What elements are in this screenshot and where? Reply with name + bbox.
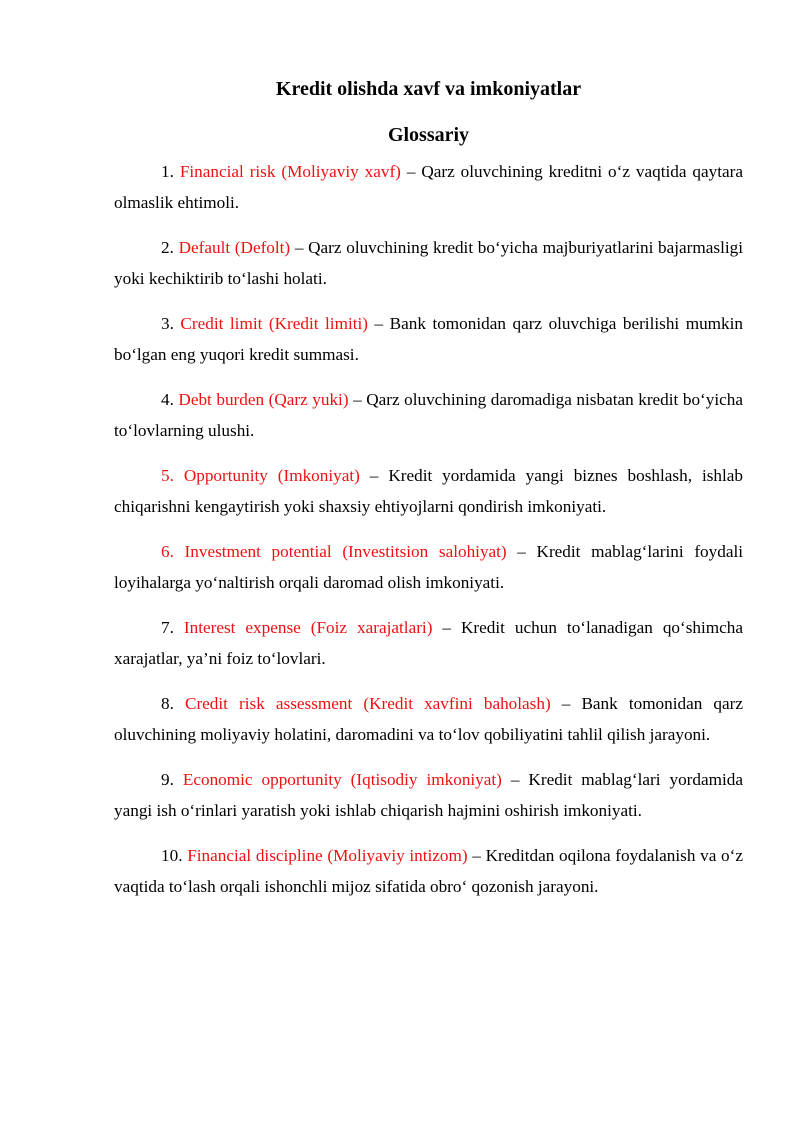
glossary-entry-8 — [114, 688, 743, 750]
entry-term: 6. Investment potential (Investitsion salohiyat) — [161, 542, 507, 561]
entry-term: Credit risk assessment (Kredit xavfini baholash) — [184, 694, 551, 713]
glossary-entry-2 — [114, 232, 743, 294]
entry-number: 10. — [161, 846, 188, 865]
glossary-entry-7 — [114, 612, 743, 674]
entry-definition: – Qarz oluvchining daromadiga nisbatan kredit bo‘yicha to‘lovlarning ulushi. — [114, 390, 743, 440]
entry-definition: – Qarz oluvchining kredit bo‘yicha majburiyatlarini bajarmasligi yoki kechiktirib to‘lashi holati. — [114, 238, 743, 288]
glossary-entry-4 — [114, 384, 743, 446]
document-subtitle: Glossariy — [387, 124, 470, 146]
entry-definition: – Kreditdan oqilona foydalanish va o‘z vaqtida to‘lash orqali ishonchli mijoz sifatida obro‘ qozonish jarayoni. — [114, 846, 744, 896]
glossary-entry-10 — [114, 840, 743, 902]
document-page — [114, 72, 743, 916]
entry-definition: – Kredit mablag‘larini foydali loyihalarga yo‘naltirish orqali daromad olish imkoniyati. — [114, 542, 743, 592]
entry-term: Credit limit (Kredit limiti) — [180, 314, 369, 333]
entry-number: 2. — [161, 238, 179, 257]
entry-term: Debt burden (Qarz yuki) — [178, 390, 349, 409]
entry-definition: – Kredit mablag‘lari yordamida yangi ish o‘rinlari yaratish yoki ishlab chiqarish hajmini oshirish imkoniyati. — [114, 770, 743, 820]
entry-number: 1. — [161, 162, 180, 181]
glossary-list — [114, 156, 743, 902]
glossary-entry-5 — [114, 460, 743, 522]
glossary-entry-3 — [114, 308, 743, 370]
entry-term: Financial discipline (Moliyaviy intizom) — [187, 846, 468, 865]
entry-term: Financial risk (Moliyaviy xavf) — [179, 162, 401, 181]
entry-definition: – Kredit yordamida yangi biznes boshlash, ishlab chiqarishni kengaytirish yoki shaxsiy ehtiyojlarni qondirish imkoniyati. — [114, 466, 743, 516]
entry-definition: – Qarz oluvchining kreditni o‘z vaqtida qaytara olmaslik ehtimoli. — [114, 162, 743, 212]
entry-term: Economic opportunity (Iqtisodiy imkoniyat) — [182, 770, 502, 789]
entry-number: 7. — [161, 618, 184, 637]
entry-number: 3. — [161, 314, 181, 333]
glossary-entry-1 — [114, 156, 743, 218]
entry-number: 9. — [161, 770, 183, 789]
entry-number: 8. — [161, 694, 185, 713]
glossary-entry-6 — [114, 536, 743, 598]
document-title: Kredit olishda xavf va imkoniyatlar — [275, 78, 582, 100]
entry-number: 4. — [161, 390, 179, 409]
entry-definition: – Bank tomonidan qarz oluvchining moliyaviy holatini, daromadini va to‘lov qobiliyatini tahlil qilish jarayoni. — [114, 694, 744, 744]
entry-term: Interest expense (Foiz xarajatlari) — [183, 618, 433, 637]
entry-term: 5. Opportunity (Imkoniyat) — [161, 466, 360, 485]
entry-term: Default (Defolt) — [178, 238, 291, 257]
entry-definition: – Bank tomonidan qarz oluvchiga berilishi mumkin bo‘lgan eng yuqori kredit summasi. — [114, 314, 744, 364]
entry-definition: – Kredit uchun to‘lanadigan qo‘shimcha xarajatlar, ya’ni foiz to‘lovlari. — [114, 618, 744, 668]
glossary-entry-9 — [114, 764, 743, 826]
